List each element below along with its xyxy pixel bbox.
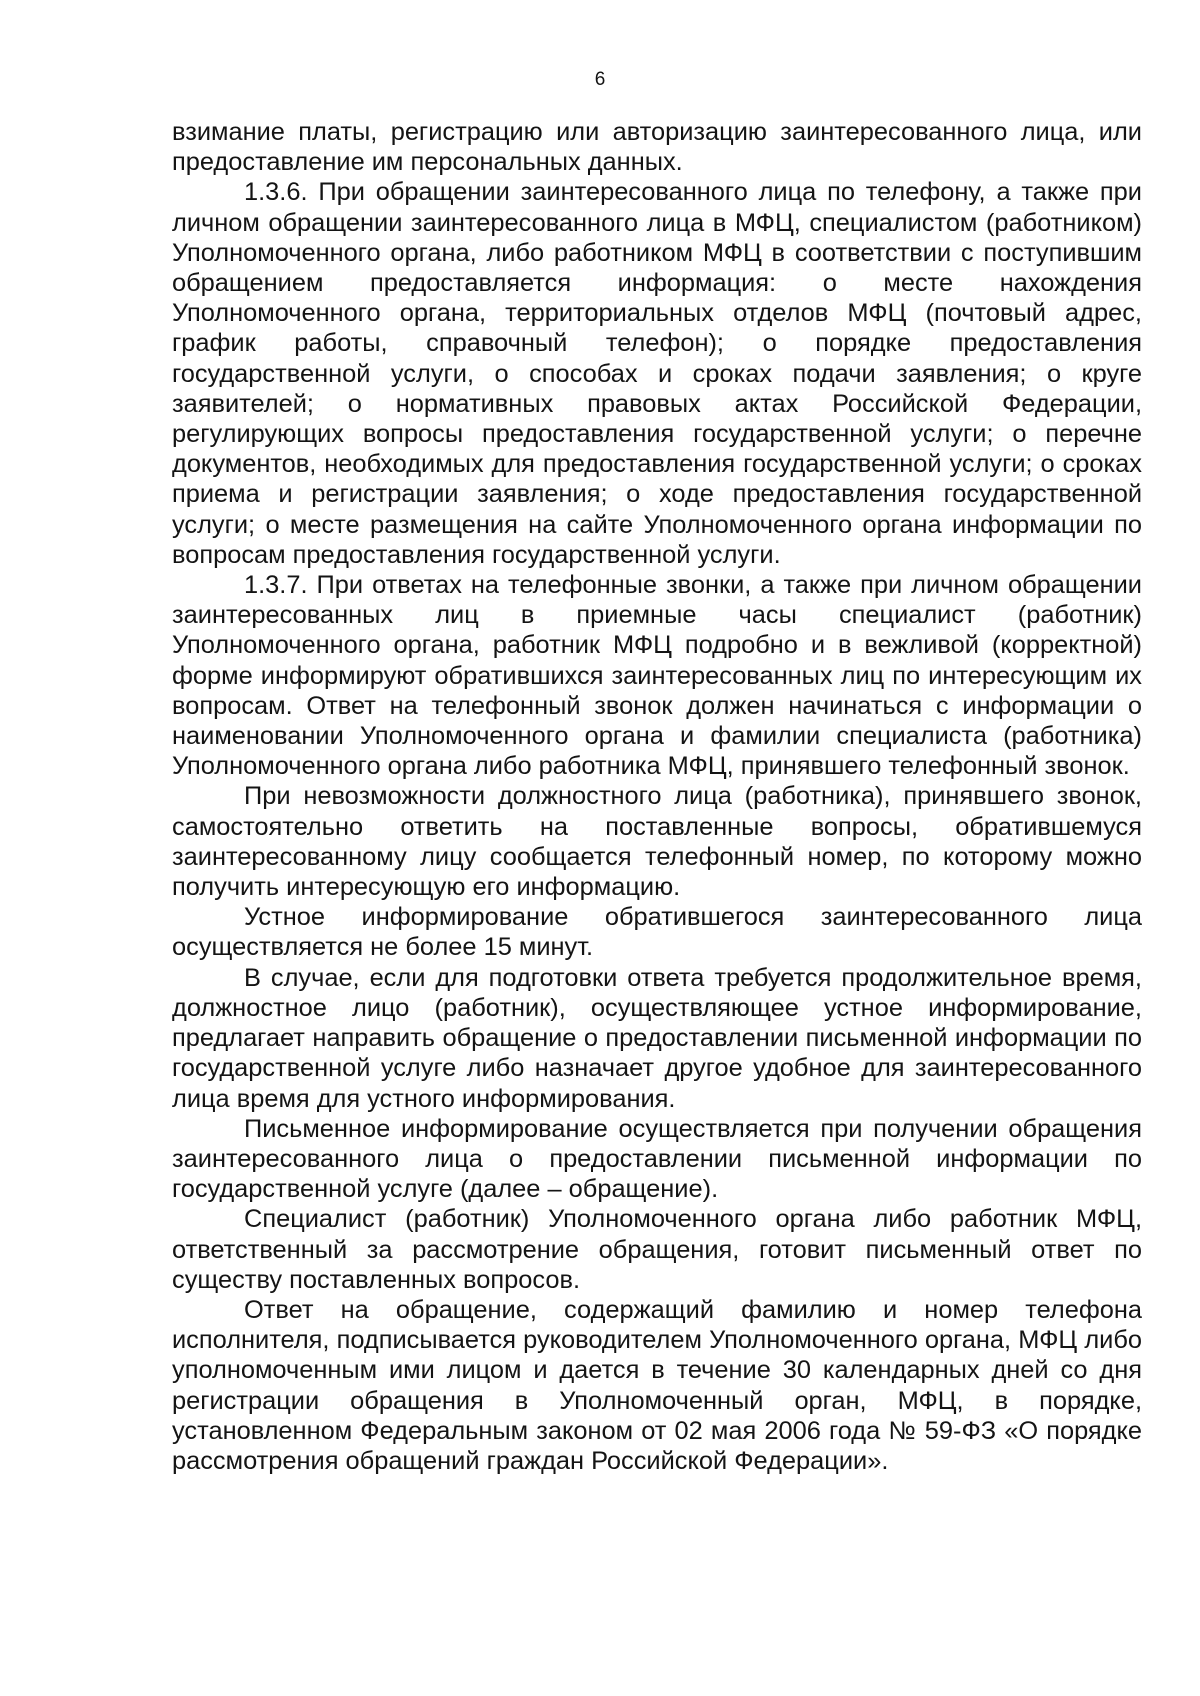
document-body: [172, 117, 1142, 1476]
paragraph-1-3-6: 1.3.6. При обращении заинтересованного лица по телефону, а также при личном обращении заинтересованного лица в МФЦ, специалистом (работником) Уполномоченного органа, либо работником МФЦ в соответствии с поступившим обращением предоставляется информация: о месте нахождения Уполномоченного органа, территориальных отделов МФЦ (почтовый адрес, график работы, справочный телефон); о порядке предоставления государственной услуги, о способах и сроках подачи заявления; о круге заявителей; о нормативных правовых актах Российской Федерации, регулирующих вопросы предоставления государственной услуги; о перечне документов, необходимых для предоставления государственной услуги; о сроках приема и регистрации заявления; о ходе предоставления государственной услуги; о месте размещения на сайте Уполномоченного органа информации по вопросам предоставления государственной услуги.: [172, 178, 1142, 569]
paragraph-unable-to-answer: При невозможности должностного лица (работника), принявшего звонок, самостоятельно ответить на поставленные вопросы, обратившемуся заинтересованному лицу сообщается телефонный номер, по которому можно получить интересующую его информацию.: [172, 782, 1142, 902]
paragraph-specialist-response: Специалист (работник) Уполномоченного органа либо работник МФЦ, ответственный за рассмотрение обращения, готовит письменный ответ по существу поставленных вопросов.: [172, 1205, 1142, 1294]
paragraph-extended-time: В случае, если для подготовки ответа требуется продолжительное время, должностное лицо (работник), осуществляющее устное информирование, предлагает направить обращение о предоставлении письменной информации по государственной услуге либо назначает другое удобное для заинтересованного лица время для устного информирования.: [172, 963, 1142, 1113]
page-number: 6: [594, 69, 606, 90]
paragraph-response-signing: Ответ на обращение, содержащий фамилию и номер телефона исполнителя, подписывается руководителем Уполномоченного органа, МФЦ либо уполномоченным ими лицом и дается в течение 30 календарных дней со дня регистрации обращения в Уполномоченный орган, МФЦ, в порядке, установленном Федеральным законом от 02 мая 2006 года № 59-ФЗ «О порядке рассмотрения обращений граждан Российской Федерации».: [172, 1295, 1142, 1475]
paragraph-oral-duration: Устное информирование обратившегося заинтересованного лица осуществляется не более 15 минут.: [172, 903, 1142, 962]
paragraph-written-informing: Письменное информирование осуществляется при получении обращения заинтересованного лица о предоставлении письменной информации по государственной услуге (далее – обращение).: [172, 1114, 1142, 1204]
paragraph-continuation: взимание платы, регистрацию или авторизацию заинтересованного лица, или предоставление им персональных данных.: [172, 118, 1142, 177]
paragraph-1-3-7: 1.3.7. При ответах на телефонные звонки, а также при личном обращении заинтересованных лиц в приемные часы специалист (работник) Уполномоченного органа, работник МФЦ подробно и в вежливой (корректной) форме информируют обратившихся заинтересованных лиц по интересующим их вопросам. Ответ на телефонный звонок должен начинаться с информации о наименовании Уполномоченного органа и фамилии специалиста (работника) Уполномоченного органа либо работника МФЦ, принявшего телефонный звонок.: [172, 571, 1142, 781]
